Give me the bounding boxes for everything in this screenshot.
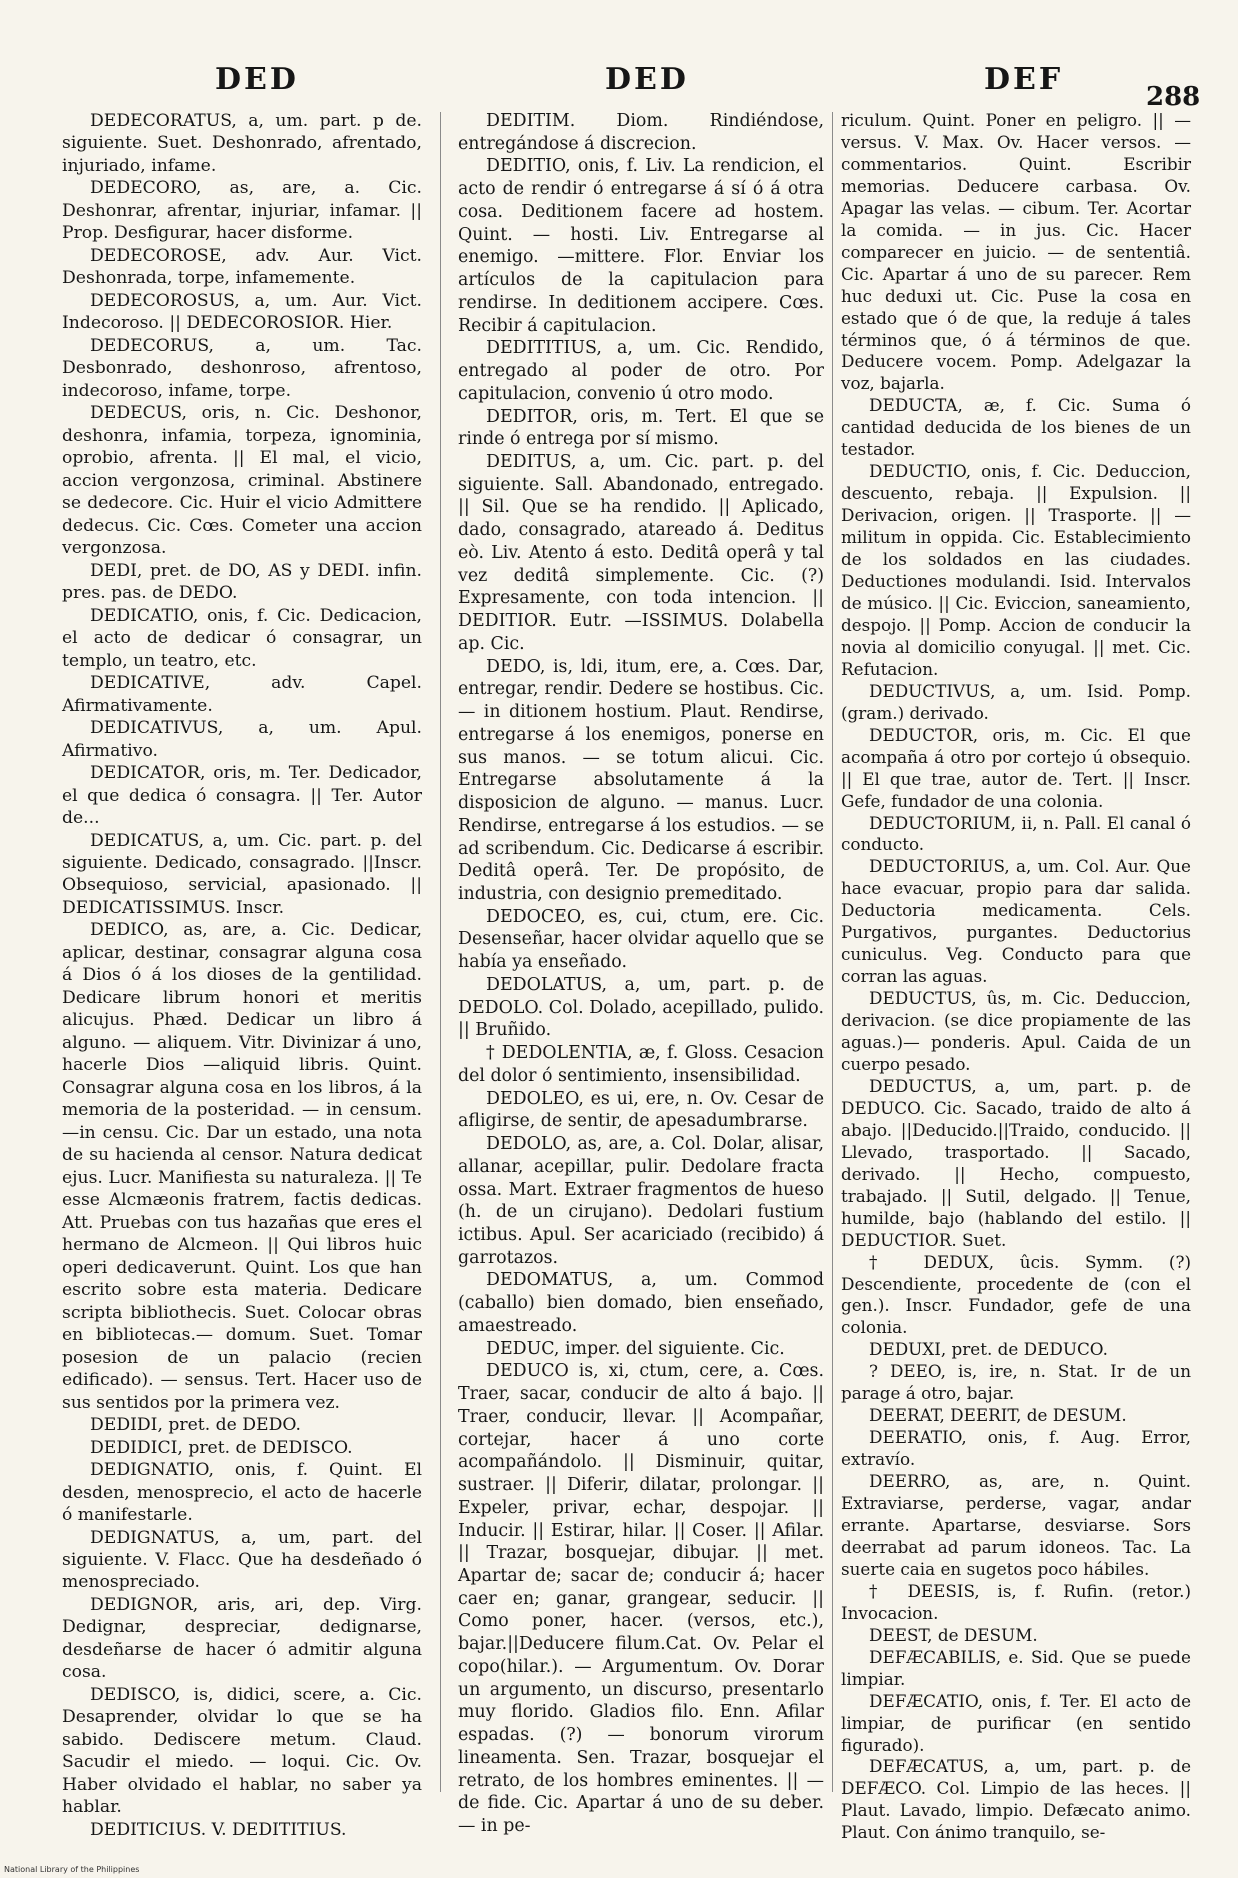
running-head-center: DED [605,62,689,97]
dictionary-entry: DEDICATOR, oris, m. Ter. Dedicador, el que dedica ó consagra. || Ter. Autor de... [62,763,422,829]
dictionary-entry: DEDI, pret. de DO, AS y DEDI. infin. pres. pas. de DEDO. [62,560,422,604]
dictionary-entry: DEEST, de DESUM. [869,1624,1038,1645]
dictionary-entry: riculum. Quint. Poner en peligro. || — versus. V. Max. Ov. Hacer versos. — commentarios. Quint. Escribir memorias. Deducere carbasa. Ov. Apagar las velas. — cibum. Ter. Acortar la comida. — in jus. Cic. Hacer comparecer en juicio. — de sententiâ. Cic. Apartar á uno de su parecer. Rem huc deduxi ut. Cic. Puse la cosa en estado que ó de que, la reduje á tales términos que, ó á términos de que. Deducere vocem. Pomp. Adelgazar la voz, bajarla. [841,110,1191,394]
dictionary-entry: DEDECOROSUS, a, um. Aur. Vict. Indecoroso. || DEDECOROSIOR. Hier. [62,290,422,334]
column-divider [832,112,833,1792]
scan-credit: National Library of the Philippines [4,1865,140,1874]
dictionary-entry: DEDUCTOR, oris, m. Cic. El que acompaña á otro por cortejo ú obsequio. || El que trae, autor de. Tert. || Inscr. Gefe, fundador de una colonia. [841,724,1191,811]
dictionary-entry: DEDIDI, pret. de DEDO. [90,1415,301,1436]
column-divider [440,112,441,1792]
column-left [62,110,422,1841]
running-head-right: DEF [984,62,1064,97]
dictionary-entry: DEDICATIO, onis, f. Cic. Dedicacion, el acto de dedicar ó consagrar, un templo, un teatro, etc. [62,605,422,671]
dictionary-entry: DEERATIO, onis, f. Aug. Error, extravío. [841,1427,1191,1470]
column-right [841,110,1191,1844]
column-center [458,110,824,1838]
dictionary-entry: DEDUCTA, æ, f. Cic. Suma ó cantidad deducida de los bienes de un testador. [841,395,1191,460]
dictionary-entry: DEDUCTIO, onis, f. Cic. Deduccion, descuento, rebaja. || Expulsion. || Derivacion, origen. || Trasporte. || — militum in oppida. Cic. Establecimiento de los soldados en las ciudades. Deductiones modulandi. Isid. Intervalos de músico. || Cic. Eviccion, saneamiento, despojo. || Pomp. Accion de conducir la novia al domicilio conyugal. || met. Cic. Refutacion. [841,461,1191,679]
dictionary-entry: DEDUXI, pret. de DEDUCO. [869,1339,1108,1360]
dictionary-entry: DEFÆCATIO, onis, f. Ter. El acto de limpiar, de purificar (en sentido figurado). [841,1690,1191,1755]
dictionary-entry: DEDOCEO, es, cui, ctum, ere. Cic. Desenseñar, hacer olvidar aquello que se había ya enseñado. [458,906,824,973]
dictionary-entry: DEDIGNATUS, a, um, part. del siguiente. V. Flacc. Que ha desdeñado ó menospreciado. [62,1527,422,1593]
dictionary-entry: DEDOLATUS, a, um, part. p. de DEDOLO. Col. Dolado, acepillado, pulido. || Bruñido. [458,974,824,1041]
dictionary-entry: DEDOLEO, es ui, ere, n. Ov. Cesar de afligirse, de sentir, de apesadumbrarse. [458,1088,824,1132]
dictionary-entry: ? DEEO, is, ire, n. Stat. Ir de un parage á otro, bajar. [841,1361,1191,1404]
dictionary-entry: DEDECORO, as, are, a. Cic. Deshonrar, afrentar, injuriar, infamar. || Prop. Desfigurar, hacer disforme. [62,178,422,244]
dictionary-entry: DEDICATIVE, adv. Capel. Afirmativamente. [62,673,422,716]
dictionary-entry: DEDECORATUS, a, um. part. p de. siguiente. Suet. Deshonrado, afrentado, injuriado, infame. [62,111,422,176]
dictionary-entry: DEDITIM. Diom. Rindiéndose, entregándose á discrecion. [458,111,824,154]
dictionary-entry: DEDOMATUS, a, um. Commod (caballo) bien domado, bien enseñado, amaestreado. [458,1270,824,1336]
dictionary-entry: DEDITUS, a, um. Cic. part. p. del siguiente. Sall. Abandonado, entregado. || Sil. Que se ha rendido. || Aplicado, dado, consagrado, atareado á. Deditus eò. Liv. Atento á esto. Deditâ operâ y tal vez deditâ simplemente. Cic. (?) Expresamente, con toda intencion. || DEDITIOR. Eutr. —ISSIMUS. Dolabella ap. Cic. [458,452,824,654]
dictionary-entry: DEDIDICI, pret. de DEDISCO. [90,1437,353,1458]
dictionary-entry: DEDUCTIVUS, a, um. Isid. Pomp. (gram.) derivado. [841,680,1191,723]
dictionary-entry: DEDUCTORIUS, a, um. Col. Aur. Que hace evacuar, propio para dar salida. Deductoria medicamenta. Cels. Purgativos, purgantes. Deductorius cuniculus. Veg. Conducto para que corran las aguas. [841,856,1191,987]
page-number: 288 [1146,82,1201,112]
dictionary-entry: DEDITIO, onis, f. Liv. La rendicion, el acto de rendir ó entregarse á sí ó á otra cosa. Deditionem facere ad hostem. Quint. — hosti. Liv. Entregarse al enemigo. —mittere. Flor. Enviar los artículos de la capitulacion para rendirse. In deditionem accipere. Cœs. Recibir á capitulacion. [458,156,824,336]
dictionary-entry: DEDUCTORIUM, ii, n. Pall. El canal ó conducto. [841,812,1191,855]
dictionary-entry: DEERRO, as, are, n. Quint. Extraviarse, perderse, vagar, andar errante. Apartarse, desviarse. Sors deerrabat ad parum idoneos. Tac. La suerte caia en sugetos poco hábiles. [841,1471,1191,1579]
dictionary-entry: DEDO, is, ldi, itum, ere, a. Cœs. Dar, entregar, rendir. Dedere se hostibus. Cic. — in ditionem hostium. Plaut. Rendirse, entregarse á los enemigos, ponerse en sus manos. — se totum alicui. Cic. Entregarse absolutamente á la disposicion de alguno. — manus. Lucr. Rendirse, entregarse á los estudios. — se ad scribendum. Cic. Dedicarse á escribir. Deditâ operâ. Ter. De propósito, de industria, con designio premeditado. [458,656,824,904]
dictionary-entry: † DEDOLENTIA, æ, f. Gloss. Cesacion del dolor ó sentimiento, insensibilidad. [458,1043,824,1086]
dictionary-entry: DEDUC, imper. del siguiente. Cic. [486,1338,785,1359]
dictionary-entry: DEDISCO, is, didici, scere, a. Cic. Desaprender, olvidar lo que se ha sabido. Dediscere metum. Claud. Sacudir el miedo. — loqui. Cic. Ov. Haber olvidado el hablar, no saber ya hablar. [62,1684,422,1818]
dictionary-entry: DEDITITIUS, a, um. Cic. Rendido, entregado al poder de otro. Por capitulacion, convenio ú otro modo. [458,338,824,404]
dictionary-entry: † DEDUX, ûcis. Symm. (?) Descendiente, procedente de (con el gen.). Inscr. Fundador, gefe de una colonia. [841,1251,1191,1338]
dictionary-entry: DEDIGNATIO, onis, f. Quint. El desden, menosprecio, el acto de hacerle ó manifestarle. [62,1460,422,1526]
dictionary-entry: DEDICO, as, are, a. Cic. Dedicar, aplicar, destinar, consagrar alguna cosa á Dios ó á los dioses de la gentilidad. Dedicare librum honori et meritis alicujus. Phæd. Dedicar un libro á alguno. — aliquem. Vitr. Divinizar á uno, hacerle Dios —aliquid libris. Quint. Consagrar alguna cosa en los libros, á la memoria de la posteridad. — in censum. —in censu. Cic. Dar un estado, una nota de su hacienda al censor. Natura dedicat ejus. Lucr. Manifiesta su naturaleza. || Te esse Alcmæonis fratrem, factis dedicas. Att. Pruebas con tus hazañas que eres el hermano de Alcmeon. || Qui libros huic operi dedicaverunt. Quint. Los que han escrito sobre esta materia. Dedicare scripta bibliothecis. Suet. Colocar obras en bibliotecas.— domum. Suet. Tomar posesion de un palacio (recien edificado). — sensus. Tert. Hacer uso de sus sentidos por la primera vez. [62,920,422,1413]
dictionary-entry: DEDICATUS, a, um. Cic. part. p. del siguiente. Dedicado, consagrado. ||Inscr. Obsequioso, servicial, apasionado. || DEDICATISSIMUS. Inscr. [62,830,422,918]
dictionary-entry: DEDECORUS, a, um. Tac. Desbonrado, deshonroso, afrentoso, indecoroso, infame, torpe. [62,335,422,401]
dictionary-entry: DEDUCTUS, a, um, part. p. de DEDUCO. Cic. Sacado, traido de alto á abajo. ||Deducido.||Traido, conducido. || Llevado, trasportado. || Sacado, derivado. || Hecho, compuesto, trabajado. || Sutil, delgado. || Tenue, humilde, bajo (hablando del estilo. || DEDUCTIOR. Suet. [841,1075,1191,1250]
dictionary-entry: DEDITOR, oris, m. Tert. El que se rinde ó entrega por sí mismo. [458,406,824,450]
running-head-left: DED [215,62,299,97]
dictionary-entry: DEDICATIVUS, a, um. Apul. Afirmativo. [62,718,422,761]
dictionary-entry: DEDUCTUS, ûs, m. Cic. Deduccion, derivacion. (se dice propiamente de las aguas.)— ponderis. Apul. Caida de un cuerpo pesado. [841,988,1191,1074]
dictionary-entry: DEDECOROSE, adv. Aur. Vict. Deshonrada, torpe, infamemente. [62,245,422,289]
dictionary-entry: DEDUCO is, xi, ctum, cere, a. Cœs. Traer, sacar, conducir de alto á bajo. || Traer, conducir, llevar. || Acompañar, cortejar, hacer á uno corte acompañándolo. || Disminuir, quitar, sustraer. || Diferir, dilatar, prolongar. || Expeler, privar, echar, despojar. || Inducir. || Estirar, hilar. || Coser. || Afilar. || Trazar, bosquejar, dibujar. || met. Apartar de; sacar de; conducir á; hacer caer en; ganar, grangear, seducir. || Como poner, hacer. (versos, etc.), bajar.||Deducere filum.Cat. Ov. Pelar el copo(hilar.). — Argumentum. Ov. Dorar un argumento, un discurso, presentarlo muy florido. Gladios filo. Enn. Afilar espadas. (?) — bonorum virorum lineamenta. Sen. Trazar, bosquejar el retrato, de los hombres eminentes. || — de fide. Cic. Apartar á uno de su deber. — in pe- [458,1361,824,1837]
dictionary-entry: DEFÆCATUS, a, um, part. p. de DEFÆCO. Col. Limpio de las heces. || Plaut. Lavado, limpio. Defæcato animo. Plaut. Con ánimo tranquilo, se- [841,1756,1191,1843]
dictionary-entry: DEFÆCABILIS, e. Sid. Que se puede limpiar. [841,1646,1191,1689]
dictionary-entry: DEDECUS, oris, n. Cic. Deshonor, deshonra, infamia, torpeza, ignominia, oprobio, afrenta. || El mal, el vicio, accion vergonzosa, criminal. Abstinere se dedecore. Cic. Huir el vicio Admittere dedecus. Cic. Cœs. Cometer una accion vergonzosa. [62,403,422,559]
dictionary-entry: DEERAT, DEERIT, de DESUM. [869,1405,1127,1426]
dictionary-entry: DEDITICIUS. V. DEDITITIUS. [90,1819,347,1840]
dictionary-entry: † DEESIS, is, f. Rufin. (retor.) Invocacion. [841,1580,1191,1623]
dictionary-entry: DEDOLO, as, are, a. Col. Dolar, alisar, allanar, acepillar, pulir. Dedolare fracta ossa. Mart. Extraer fragmentos de hueso (h. de un cirujano). Dedolari fustium ictibus. Apul. Ser acariciado (recibido) á garrotazos. [458,1134,824,1268]
dictionary-entry: DEDIGNOR, aris, ari, dep. Virg. Dedignar, despreciar, dedignarse, desdeñarse de hacer ó admitir alguna cosa. [62,1594,422,1683]
